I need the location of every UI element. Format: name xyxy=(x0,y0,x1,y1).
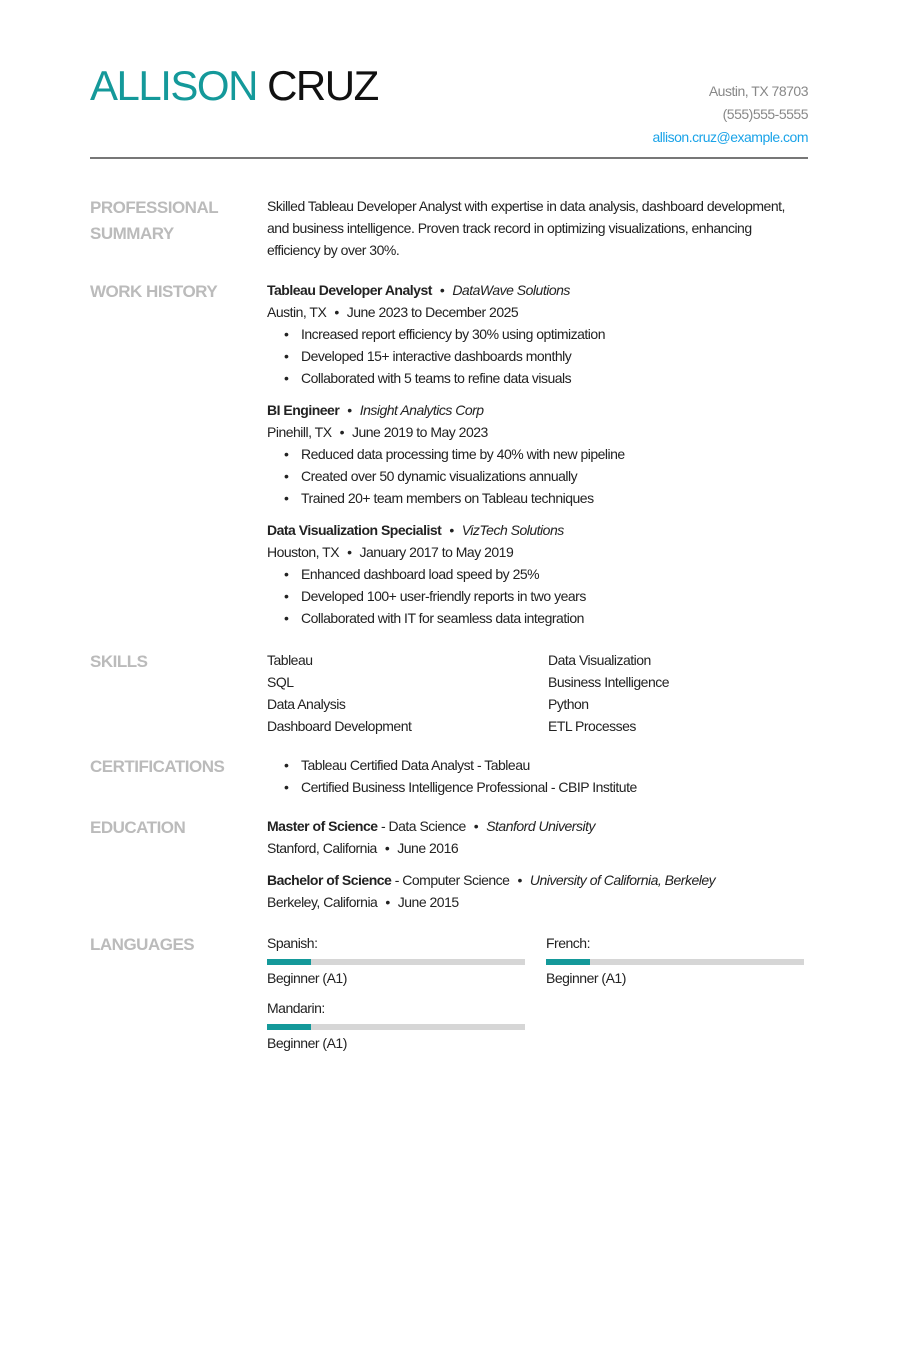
language-level: Beginner (A1) xyxy=(267,970,347,986)
proficiency-fill xyxy=(267,1024,311,1030)
degree: Master of Science xyxy=(267,818,378,834)
proficiency-fill xyxy=(267,959,311,965)
date: June 2015 xyxy=(397,894,459,910)
contact-info xyxy=(653,80,809,149)
bullet-item: • Created over 50 dynamic visualizations annually xyxy=(267,465,808,487)
job-title-line xyxy=(267,519,808,541)
bullet-item: • Trained 20+ team members on Tableau techniques xyxy=(267,487,808,509)
job-dates: June 2019 to May 2023 xyxy=(351,424,488,440)
languages-section xyxy=(90,932,808,1054)
separator: • xyxy=(347,402,352,418)
proficiency-bar xyxy=(546,959,804,965)
language-item xyxy=(267,932,546,989)
section-label: WORK HISTORY xyxy=(90,282,218,301)
job-title: Data Visualization Specialist xyxy=(267,522,442,538)
separator: • xyxy=(517,872,522,888)
degree-line xyxy=(267,869,808,891)
label-line: SUMMARY xyxy=(90,224,174,243)
language-item xyxy=(546,932,806,989)
bullet-item: • Developed 100+ user-friendly reports in two years xyxy=(267,585,808,607)
job-dates: January 2017 to May 2019 xyxy=(359,544,514,560)
candidate-name: ALLISON CRUZ xyxy=(90,62,378,109)
skill-item: Business Intelligence xyxy=(548,674,670,690)
header-divider xyxy=(90,157,808,159)
company: Insight Analytics Corp xyxy=(359,402,484,418)
school: Stanford University xyxy=(486,818,595,834)
phone: (555)555-5555 xyxy=(722,106,808,122)
bullet-item: • Developed 15+ interactive dashboards monthly xyxy=(267,345,808,367)
skill-item: Data Visualization xyxy=(548,652,651,668)
bullet-item: • Collaborated with IT for seamless data integration xyxy=(267,607,808,629)
field: - Computer Science xyxy=(391,872,510,888)
job-location: Houston, TX xyxy=(267,544,340,560)
address: Austin, TX 78703 xyxy=(708,83,808,99)
section-label: LANGUAGES xyxy=(90,935,195,954)
job-title: Tableau Developer Analyst xyxy=(267,282,432,298)
section-label: EDUCATION xyxy=(90,818,186,837)
company: DataWave Solutions xyxy=(452,282,570,298)
language-level: Beginner (A1) xyxy=(267,1035,347,1051)
certifications-section xyxy=(90,754,808,798)
language-level: Beginner (A1) xyxy=(546,970,626,986)
job-bullets xyxy=(267,563,808,629)
separator: • xyxy=(347,544,352,560)
date: June 2016 xyxy=(397,840,459,856)
bullet-item: • Reduced data processing time by 40% with new pipeline xyxy=(267,443,808,465)
job-location: Pinehill, TX xyxy=(267,424,332,440)
separator: • xyxy=(334,304,339,320)
skill-item: Dashboard Development xyxy=(267,718,412,734)
work-history-section xyxy=(90,279,808,639)
section-label: SKILLS xyxy=(90,652,148,671)
job-entry xyxy=(267,279,808,389)
degree-line xyxy=(267,815,808,837)
job-entry xyxy=(267,399,808,509)
company: VizTech Solutions xyxy=(461,522,564,538)
location: Berkeley, California xyxy=(267,894,378,910)
summary-section xyxy=(90,195,808,261)
bullet-item: • Increased report efficiency by 30% using optimization xyxy=(267,323,808,345)
separator: • xyxy=(384,840,390,856)
section-label xyxy=(90,195,250,247)
bullet-item: • Collaborated with 5 teams to refine data visuals xyxy=(267,367,808,389)
education-section xyxy=(90,815,808,923)
bullet-item: • Enhanced dashboard load speed by 25% xyxy=(267,563,808,585)
skills-section xyxy=(90,649,808,737)
summary-text: Skilled Tableau Developer Analyst with expertise in data analysis, dashboard development, and business intelligence. Proven track record in optimizing visualizations, enhancing efficiency by over 30%. xyxy=(267,198,785,258)
skill-item: Python xyxy=(548,696,589,712)
section-label: CERTIFICATIONS xyxy=(90,757,225,776)
job-entry xyxy=(267,519,808,629)
separator: • xyxy=(385,894,390,910)
job-meta-line xyxy=(267,541,808,563)
label-line: PROFESSIONAL xyxy=(90,198,219,217)
separator: • xyxy=(449,522,454,538)
job-title-line xyxy=(267,399,808,421)
certification-item: • Certified Business Intelligence Professional - CBIP Institute xyxy=(267,776,808,798)
job-title-line xyxy=(267,279,808,301)
school: University of California, Berkeley xyxy=(529,872,716,888)
job-title: BI Engineer xyxy=(267,402,340,418)
degree: Bachelor of Science xyxy=(267,872,392,888)
proficiency-bar xyxy=(267,959,525,965)
location: Stanford, California xyxy=(267,840,377,856)
job-bullets xyxy=(267,443,808,509)
language-name: Mandarin: xyxy=(267,1000,325,1016)
separator: • xyxy=(439,282,445,298)
education-meta xyxy=(267,891,808,913)
email-link[interactable]: allison.cruz@example.com xyxy=(652,129,808,145)
language-name: Spanish: xyxy=(267,935,318,951)
job-location: Austin, TX xyxy=(267,304,327,320)
proficiency-fill xyxy=(546,959,590,965)
job-bullets xyxy=(267,323,808,389)
skill-item: Data Analysis xyxy=(267,696,346,712)
field: - Data Science xyxy=(377,818,466,834)
proficiency-bar xyxy=(267,1024,525,1030)
education-entry xyxy=(267,869,808,913)
separator: • xyxy=(339,424,344,440)
job-meta-line xyxy=(267,301,808,323)
language-item xyxy=(267,997,546,1054)
language-name: French: xyxy=(546,935,590,951)
education-entry xyxy=(267,815,808,859)
job-meta-line xyxy=(267,421,808,443)
education-meta xyxy=(267,837,808,859)
skill-item: Tableau xyxy=(267,652,313,668)
separator: • xyxy=(473,818,479,834)
skill-item: ETL Processes xyxy=(548,718,636,734)
job-dates: June 2023 to December 2025 xyxy=(346,304,519,320)
skill-item: SQL xyxy=(267,674,294,690)
certification-item: • Tableau Certified Data Analyst - Tableau xyxy=(267,754,808,776)
